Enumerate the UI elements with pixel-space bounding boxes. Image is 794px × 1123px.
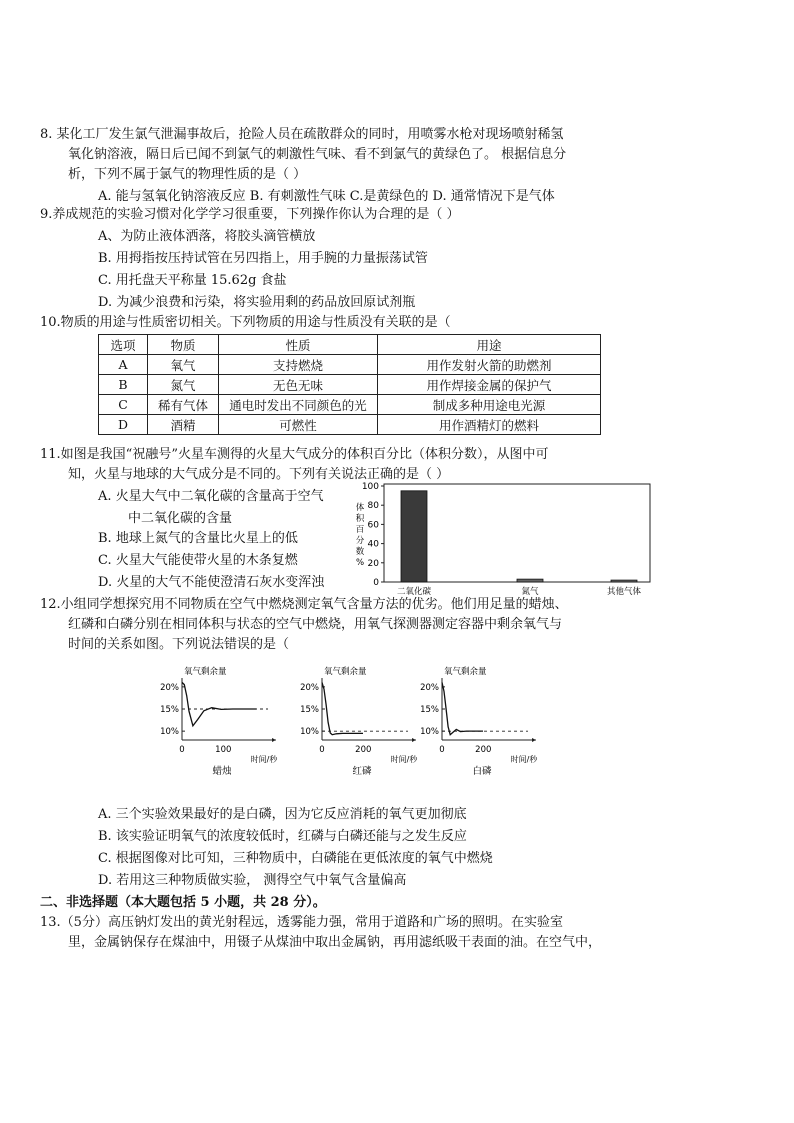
q11-line2: 知，火星与地球的大气成分是不同的。下列有关说法正确的是（ ） <box>68 467 450 482</box>
q11-option-d: D. 火星的大气不能使澄清石灰水变浑浊 <box>98 575 325 590</box>
table-cell: 氧气 <box>148 355 219 375</box>
q12-line3: 时间的关系如图。下列说法错误的是（ <box>68 637 290 652</box>
y-tick-label: 15% <box>300 705 319 715</box>
red-phosphorus-oxygen-chart <box>290 664 420 780</box>
q12-option-a: A. 三个实验效果最好的是白磷，因为它反应消耗的氧气更加彻底 <box>98 807 467 822</box>
table-header: 性质 <box>219 335 378 355</box>
y-axis-label-char: 分 <box>355 536 365 546</box>
q9-option-c: C. 用托盘天平称量 15.62g 食盐 <box>98 273 287 288</box>
y-tick-label: 10% <box>160 727 179 738</box>
table-cell: A <box>99 355 148 375</box>
category-label: 二氧化碳 <box>396 587 432 597</box>
q9-option-b: B. 用拇指按压持试管在另四指上，用手腕的力量振荡试管 <box>98 251 428 266</box>
q9-option-a: A、为防止液体洒落，将胶头滴管横放 <box>98 229 316 244</box>
chart-caption: 白磷 <box>472 766 492 777</box>
y-tick-label: 20% <box>160 682 179 693</box>
table-cell: 用作酒精灯的燃料 <box>378 415 601 435</box>
q11-option-c: C. 火星大气能使带火星的木条复燃 <box>98 553 298 568</box>
x-axis-label: 时间/秒 <box>510 755 538 764</box>
table-header: 物质 <box>148 335 219 355</box>
x-tick-label: 100 <box>215 745 232 755</box>
q13-line1: 13.（5分）高压钠灯发出的黄光射程远，透雾能力强，常用于道路和广场的照明。在实验室 <box>40 915 563 930</box>
chart-caption: 蜡烛 <box>212 766 232 777</box>
x-axis-label: 时间/秒 <box>250 755 278 764</box>
table-cell: 支持燃烧 <box>219 355 378 375</box>
y-axis-label-char: 体 <box>355 503 365 513</box>
oxygen-curve <box>182 682 256 725</box>
section-2-heading: 二、非选择题（本大题包括 5 小题，共 28 分）。 <box>40 895 326 910</box>
q11-option-a-line2: 中二氧化碳的含量 <box>128 511 233 526</box>
table-header: 用途 <box>378 335 601 355</box>
q8-line3: 析，下列不属于氯气的物理性质的是（ ） <box>68 167 307 182</box>
table-cell: 无色无味 <box>219 375 378 395</box>
x-axis-arrow <box>532 738 536 742</box>
bar <box>401 491 427 582</box>
q11-line1: 11.如图是我国“祝融号”火星车测得的火星大气成分的体积百分比（体积分数），从图中可 <box>40 447 549 462</box>
table-cell: D <box>99 415 148 435</box>
q12-option-b: B. 该实验证明氧气的浓度较低时，红磷与白磷还能与之发生反应 <box>98 829 467 844</box>
q8-options: A. 能与氢氧化钠溶液反应 B. 有刺激性气味 C.是黄绿色的 D. 通常情况下是气体 <box>98 189 555 204</box>
q10-stem: 10.物质的用途与性质密切相关。下列物质的用途与性质没有关联的是（ <box>40 315 451 330</box>
y-tick-label: 10% <box>420 727 439 738</box>
y-axis-label-char: % <box>355 558 365 568</box>
y-axis-label-char: 数 <box>355 547 365 557</box>
q12-line1: 12.小组同学想探究用不同物质在空气中燃烧测定氧气含量方法的优劣。他们用足量的蜡烛、 <box>40 597 568 612</box>
x-axis-arrow <box>272 738 276 742</box>
y-axis-label-char: 百 <box>355 525 365 535</box>
mars-atmosphere-bar-chart <box>352 480 670 598</box>
q8-line2: 氧化钠溶液，隔日后已闻不到氯气的刺激性气味、看不到氯气的黄绿色了。 根据信息分 <box>68 147 567 162</box>
oxygen-curve <box>442 682 483 734</box>
y-axis-label-char: 积 <box>355 514 365 524</box>
q8-line1: 8. 某化工厂发生氯气泄漏事故后，抢险人员在疏散群众的同时，用喷雾水枪对现场喷射稀氢 <box>40 127 564 142</box>
x-tick-label: 200 <box>355 745 372 755</box>
y-tick-label: 20% <box>300 682 319 693</box>
y-tick-label: 15% <box>160 705 179 715</box>
y-tick-label: 100 <box>361 482 379 492</box>
q12-option-d: D. 若用这三种物质做实验， 测得空气中氧气含量偏高 <box>98 873 407 888</box>
q12-line2: 红磷和白磷分别在相同体积与状态的空气中燃烧，用氧气探测器测定容器中剩余氧气与 <box>68 617 563 632</box>
chart-caption: 红磷 <box>352 766 372 777</box>
y-tick-label: 0 <box>373 578 379 588</box>
x-tick-label: 0 <box>179 745 185 755</box>
q9-option-d: D. 为减少浪费和污染，将实验用剩的药品放回原试剂瓶 <box>98 295 416 310</box>
table-cell: 稀有气体 <box>148 395 219 415</box>
oxygen-curve <box>322 682 363 734</box>
y-tick-label: 60 <box>367 520 379 531</box>
y-tick-label: 80 <box>367 501 379 512</box>
candle-oxygen-chart <box>150 664 280 780</box>
x-tick-label: 200 <box>475 745 492 755</box>
category-label: 其他气体 <box>606 587 642 597</box>
x-tick-label: 0 <box>319 745 325 755</box>
q12-option-c: C. 根据图像对比可知，三种物质中，白磷能在更低浓度的氧气中燃烧 <box>98 851 493 866</box>
table-cell: C <box>99 395 148 415</box>
table-row <box>99 375 601 395</box>
y-tick-label: 10% <box>300 727 319 738</box>
table-header: 选项 <box>99 335 148 355</box>
table-cell: 通电时发出不同颜色的光 <box>219 395 378 415</box>
table-row <box>99 355 601 375</box>
table-cell: B <box>99 375 148 395</box>
q10-table <box>98 334 601 435</box>
q11-option-a-line1: A. 火星大气中二氧化碳的含量高于空气 <box>98 489 324 504</box>
y-tick-label: 15% <box>420 705 439 715</box>
q13-line2: 里，金属钠保存在煤油中，用镊子从煤油中取出金属钠，再用滤纸吸干表面的油。在空气中， <box>68 935 602 950</box>
table-cell: 氮气 <box>148 375 219 395</box>
y-axis-label: 氧气剩余量 <box>184 667 227 677</box>
table-cell: 酒精 <box>148 415 219 435</box>
white-phosphorus-oxygen-chart <box>410 664 550 780</box>
y-axis-label: 氧气剩余量 <box>444 667 487 677</box>
q11-option-b: B. 地球上氮气的含量比火星上的低 <box>98 531 298 546</box>
y-tick-label: 40 <box>367 539 379 550</box>
y-tick-label: 20 <box>367 558 379 569</box>
table-header-row <box>99 335 601 355</box>
table-row <box>99 415 601 435</box>
bar <box>517 579 543 582</box>
x-tick-label: 0 <box>439 745 445 755</box>
table-cell: 制成多种用途电光源 <box>378 395 601 415</box>
y-tick-label: 20% <box>420 682 439 693</box>
q9-stem: 9.养成规范的实验习惯对化学学习很重要，下列操作你认为合理的是（ ） <box>40 207 460 222</box>
table-cell: 可燃性 <box>219 415 378 435</box>
table-cell: 用作发射火箭的助燃剂 <box>378 355 601 375</box>
y-axis-label: 氧气剩余量 <box>324 667 367 677</box>
bar <box>611 580 637 582</box>
x-axis-label: 时间/秒 <box>390 755 418 764</box>
table-row <box>99 395 601 415</box>
category-label: 氮气 <box>521 587 539 597</box>
table-cell: 用作焊接金属的保护气 <box>378 375 601 395</box>
